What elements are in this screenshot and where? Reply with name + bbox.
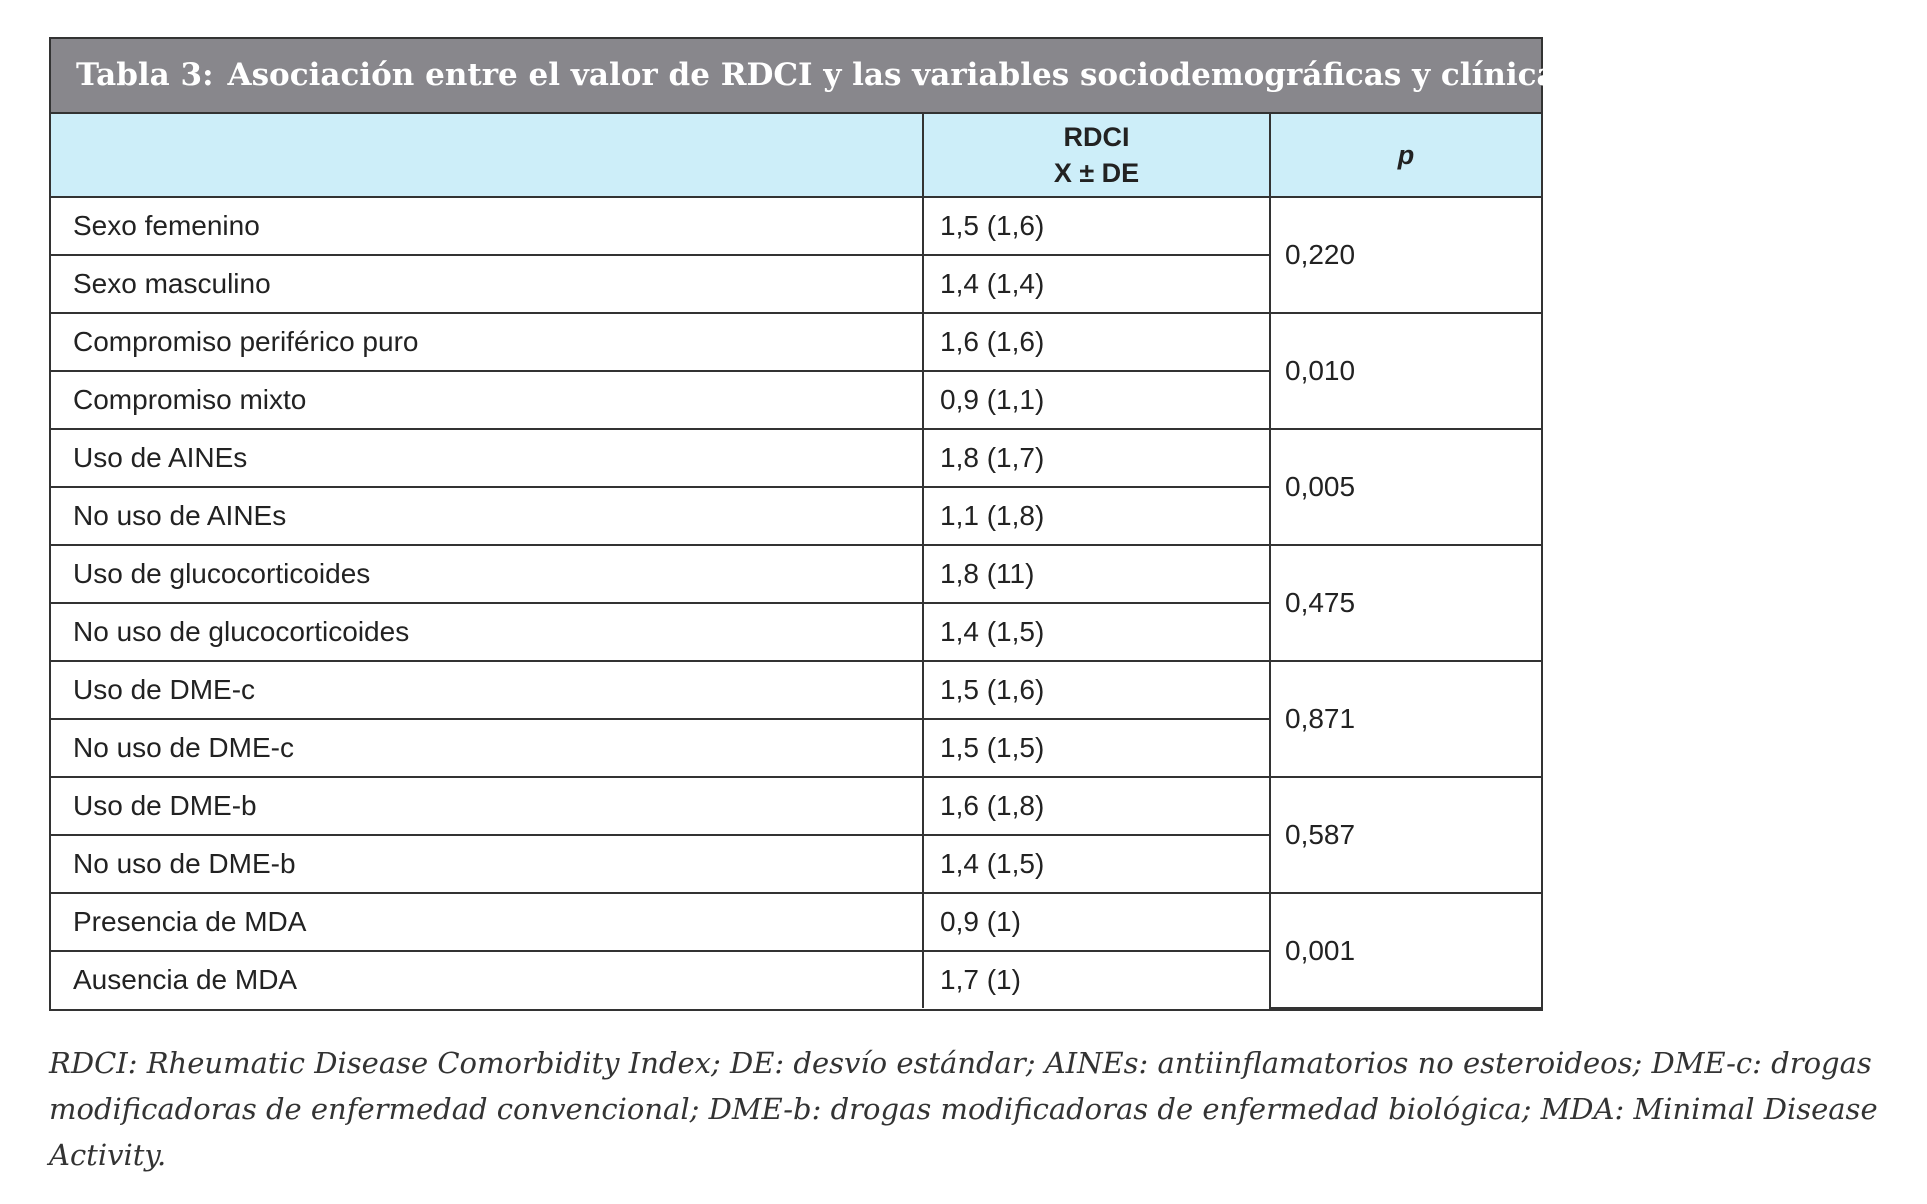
rdci-cell: 1,5 (1,5): [923, 719, 1270, 777]
table-title: [51, 39, 1585, 114]
rdci-cell: 1,8 (1,7): [923, 429, 1270, 487]
table-row: [51, 777, 1541, 835]
header-rdci-line1: RDCI: [1063, 122, 1130, 152]
rdci-cell: 1,5 (1,6): [923, 197, 1270, 255]
p-value-cell: 0,871: [1270, 661, 1541, 777]
rdci-cell: 0,9 (1,1): [923, 371, 1270, 429]
variable-cell: Uso de DME-b: [51, 777, 923, 835]
header-variable: [51, 114, 923, 197]
variable-cell: Presencia de MDA: [51, 893, 923, 951]
rdci-cell: 1,4 (1,5): [923, 835, 1270, 893]
rdci-cell: 1,7 (1): [923, 951, 1270, 1008]
header-row: [51, 114, 1541, 197]
rdci-cell: 1,4 (1,5): [923, 603, 1270, 661]
variable-cell: Uso de DME-c: [51, 661, 923, 719]
p-value-cell: 0,010: [1270, 313, 1541, 429]
variable-cell: Uso de AINEs: [51, 429, 923, 487]
variable-cell: Compromiso mixto: [51, 371, 923, 429]
p-value-cell: 0,001: [1270, 893, 1541, 1008]
table-number: Tabla 3:: [76, 57, 214, 93]
table-row: [51, 429, 1541, 487]
variable-cell: Sexo masculino: [51, 255, 923, 313]
table-footnote: RDCI: Rheumatic Disease Comorbidity Index; DE: desvío estándar; AINEs: antiinflamatorios no esteroideos; DME-c: drogas modificadoras de enfermedad convencional; DME-b: drogas modificadoras de enfermedad biológica; MDA: Minimal Disease Activity.: [49, 1046, 1878, 1172]
p-value-cell: 0,475: [1270, 545, 1541, 661]
rdci-cell: 1,1 (1,8): [923, 487, 1270, 545]
header-rdci: [923, 114, 1270, 197]
variable-cell: No uso de DME-c: [51, 719, 923, 777]
table-row: [51, 661, 1541, 719]
header-p: [1270, 114, 1541, 197]
variable-cell: No uso de AINEs: [51, 487, 923, 545]
rdci-cell: 1,4 (1,4): [923, 255, 1270, 313]
table-row: [51, 545, 1541, 603]
table-row: [51, 313, 1541, 371]
p-value-cell: 0,587: [1270, 777, 1541, 893]
table-row: [51, 197, 1541, 255]
variable-cell: Uso de glucocorticoides: [51, 545, 923, 603]
variable-cell: No uso de glucocorticoides: [51, 603, 923, 661]
table-caption: Asociación entre el valor de RDCI y las variables sociodemográficas y clínicas.: [227, 57, 1585, 93]
rdci-cell: 1,6 (1,6): [923, 313, 1270, 371]
variable-cell: No uso de DME-b: [51, 835, 923, 893]
variable-cell: Sexo femenino: [51, 197, 923, 255]
data-table: [49, 37, 1585, 1011]
rdci-cell: 1,8 (11): [923, 545, 1270, 603]
rdci-cell: 0,9 (1): [923, 893, 1270, 951]
variable-cell: Compromiso periférico puro: [51, 313, 923, 371]
header-p-label: p: [1397, 140, 1415, 170]
p-value-cell: 0,220: [1270, 197, 1541, 313]
rdci-cell: 1,5 (1,6): [923, 661, 1270, 719]
table-row: [51, 893, 1541, 951]
variable-cell: Ausencia de MDA: [51, 951, 923, 1008]
header-rdci-line2: X ± DE: [1053, 158, 1140, 188]
rdci-cell: 1,6 (1,8): [923, 777, 1270, 835]
p-value-cell: 0,005: [1270, 429, 1541, 545]
